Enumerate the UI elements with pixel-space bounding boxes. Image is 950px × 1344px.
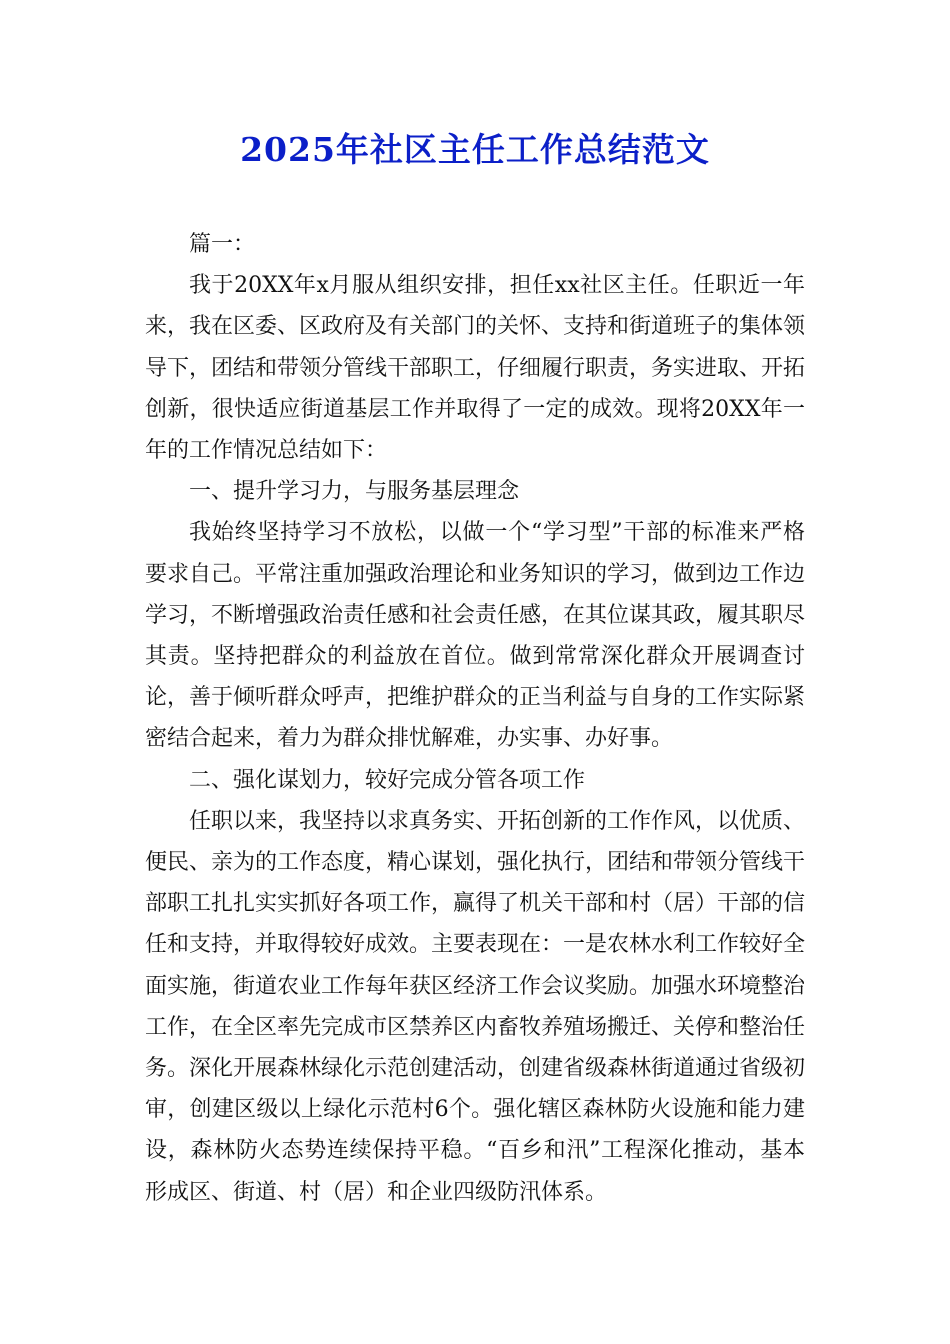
paragraph-section-2: 任职以来，我坚持以求真务实、开拓创新的工作作风，以优质、便民、亲为的工作态度，精心谋划，强化执行，团结和带领分管线干部职工扎扎实实抓好各项工作，赢得了机关干部和村（居）干部的信任和支持，并取得较好成效。主要表现在：一是农林水利工作较好全面实施，街道农业工作每年获区经济工作会议奖励。加强水环境整治工作，在全区率先完成市区禁养区内畜牧养殖场搬迁、关停和整治任务。深化开展森林绿化示范创建活动，创建省级森林街道通过省级初审，创建区级以上绿化示范村6个。强化辖区森林防火设施和能力建设，森林防火态势连续保持平稳。“百乡和汛”工程深化推动，基本形成区、街道、村（居）和企业四级防汛体系。	[145, 808, 806, 1205]
document-title: 2025年社区主任工作总结范文	[240, 130, 710, 169]
heading-section-1: 一、提升学习力，与服务基层理念	[189, 479, 520, 505]
document-body	[145, 224, 805, 1213]
paragraph-intro: 我于20XX年x月服从组织安排，担任xx社区主任。任职近一年来，我在区委、区政府及有关部门的关怀、支持和街道班子的集体领导下，团结和带领分管线干部职工，仔细履行职责，务实进取、开拓创新，很快适应街道基层工作并取得了一定的成效。现将20XX年一年的工作情况总结如下：	[145, 273, 806, 464]
paragraph-section-label: 篇一：	[189, 232, 256, 257]
heading-section-2: 二、强化谋划力，较好完成分管各项工作	[189, 767, 586, 793]
paragraph-section-1: 我始终坚持学习不放松，以做一个“学习型”干部的标准来严格要求自己。平常注重加强政治理论和业务知识的学习，做到边工作边学习，不断增强政治责任感和社会责任感，在其位谋其政，履其职尽其责。坚持把群众的利益放在首位。做到常常深化群众开展调查讨论，善于倾听群众呼声，把维护群众的正当利益与自身的工作实际紧密结合起来，着力为群众排忧解难，办实事、办好事。	[145, 520, 806, 752]
